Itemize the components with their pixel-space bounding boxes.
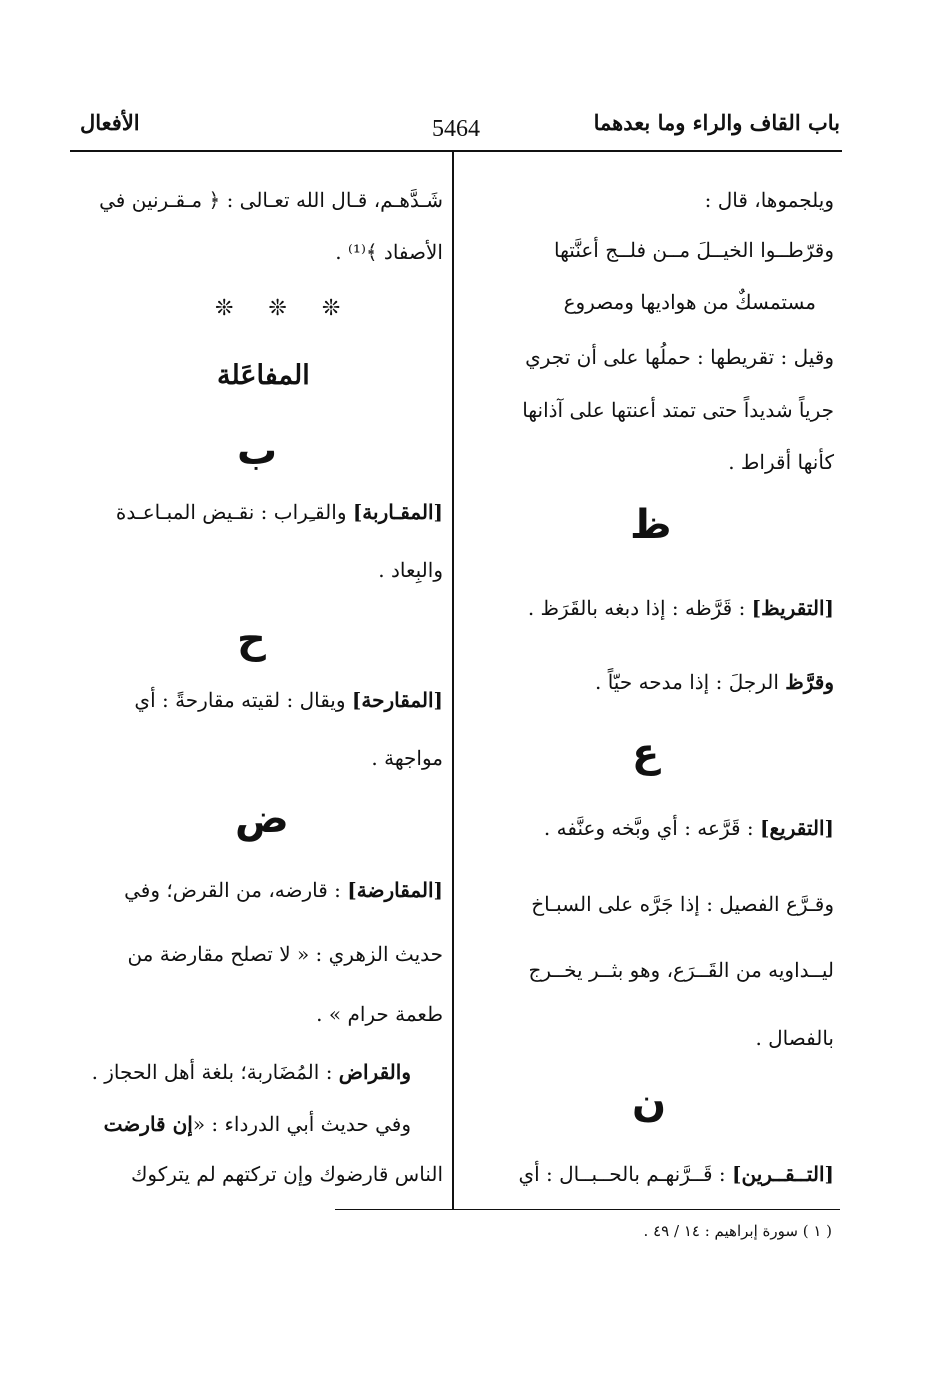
entry-term: إن قارضت	[103, 1112, 193, 1136]
page-header	[70, 108, 840, 148]
entry-text: ويقال : لقيته مقارحةً : أي	[134, 688, 352, 712]
text-line: شَـدَّهـم، قـال الله تعـالى : ﴿ مـقـرنين في	[99, 188, 443, 212]
entry-line	[124, 878, 443, 902]
text-line: كأنها أقراط .	[728, 450, 834, 474]
section-title: الأفعال	[80, 110, 140, 135]
footnote-rule	[335, 1209, 840, 1210]
entry-term: وقرَّظ	[785, 670, 834, 694]
section-letter: ب	[237, 428, 278, 474]
text-line: وقـرَّع الفصيل : إذا جَرَّه على السبـاخ	[531, 892, 834, 916]
entry-text: الرجلَ : إذا مدحه حيّاً .	[595, 670, 786, 694]
section-letter: ظ	[630, 502, 672, 548]
chapter-title: باب القاف والراء وما بعدهما	[593, 110, 840, 135]
entry-line	[544, 816, 834, 840]
text-line: بالفصال .	[755, 1026, 834, 1050]
text-line	[104, 1112, 411, 1136]
verse-line: مستمسكٌ من هواديها ومصروع	[563, 290, 816, 314]
column-divider	[452, 152, 454, 1210]
section-letter: ع	[632, 730, 660, 776]
section-letter: ض	[235, 796, 289, 842]
footnote: ( ١ ) سورة إبراهيم : ١٤ / ٤٩ .	[643, 1222, 832, 1240]
entry-text: : قَرَّظه : إذا دبغه بالقَرَظ .	[527, 596, 752, 620]
entry-term: [التقريع]	[760, 816, 834, 840]
header-rule	[70, 150, 842, 152]
entry-text: وفي حديث أبي الدرداء : «	[192, 1112, 411, 1136]
entry-line	[92, 1060, 411, 1084]
section-letter: ح	[237, 616, 266, 662]
text-line: والبِعاد .	[378, 558, 443, 582]
page-number: 5464	[432, 116, 480, 142]
entry-text: : قَــرَّنهـم بالحــبــال : أي	[518, 1162, 732, 1186]
entry-term: [التــقــرين]	[732, 1162, 834, 1186]
text-line: جرياً شديداً حتى تمتد أعنتها على آذانها	[522, 398, 834, 422]
text-line: حديث الزهري : « لا تصلح مقارضة من	[127, 942, 443, 966]
text-line: طعمة حرام » .	[316, 1002, 443, 1026]
verse-line: وقرّطــوا الخيــلَ مــن فلــج أعنَّتها	[553, 238, 834, 262]
entry-text: : المُضَاربة؛ بلغة أهل الحجاز .	[91, 1060, 339, 1084]
entry-text: : قَرَّعه : أي وبَّخه وعنَّفه .	[543, 816, 761, 840]
text-line: وقيل : تقريطها : حملُها على أن تجري	[525, 345, 834, 369]
text-line: الأصفاد ﴾⁽¹⁾ .	[335, 240, 443, 264]
entry-line	[528, 596, 834, 620]
text-line: ليــداويه من القَــرَع، وهو بثــر يخــرج	[528, 958, 834, 982]
text-line: ويلجموها، قال :	[704, 188, 834, 212]
text-line: الناس قارضوك وإن تركتهم لم يتركوك	[130, 1162, 443, 1186]
entry-line	[116, 500, 443, 524]
entry-line	[595, 670, 834, 694]
entry-line	[134, 688, 443, 712]
separator-stars: ❊ ❊ ❊	[215, 296, 355, 321]
entry-term: [المقـاربة]	[352, 500, 443, 524]
entry-text: والقـِراب : نقـيض المبـاعـدة	[115, 500, 353, 524]
entry-term: [المقارضة]	[347, 878, 443, 902]
section-letter: ن	[632, 1080, 667, 1126]
section-heading: المفاعَلة	[217, 360, 310, 391]
text-line: مواجهة .	[371, 746, 443, 770]
entry-term: والقراض	[338, 1060, 411, 1084]
entry-text: : قارضه، من القرض؛ وفي	[124, 878, 348, 902]
entry-term: [المقارحة]	[351, 688, 443, 712]
entry-line	[518, 1162, 834, 1186]
entry-term: [التقريظ]	[751, 596, 834, 620]
